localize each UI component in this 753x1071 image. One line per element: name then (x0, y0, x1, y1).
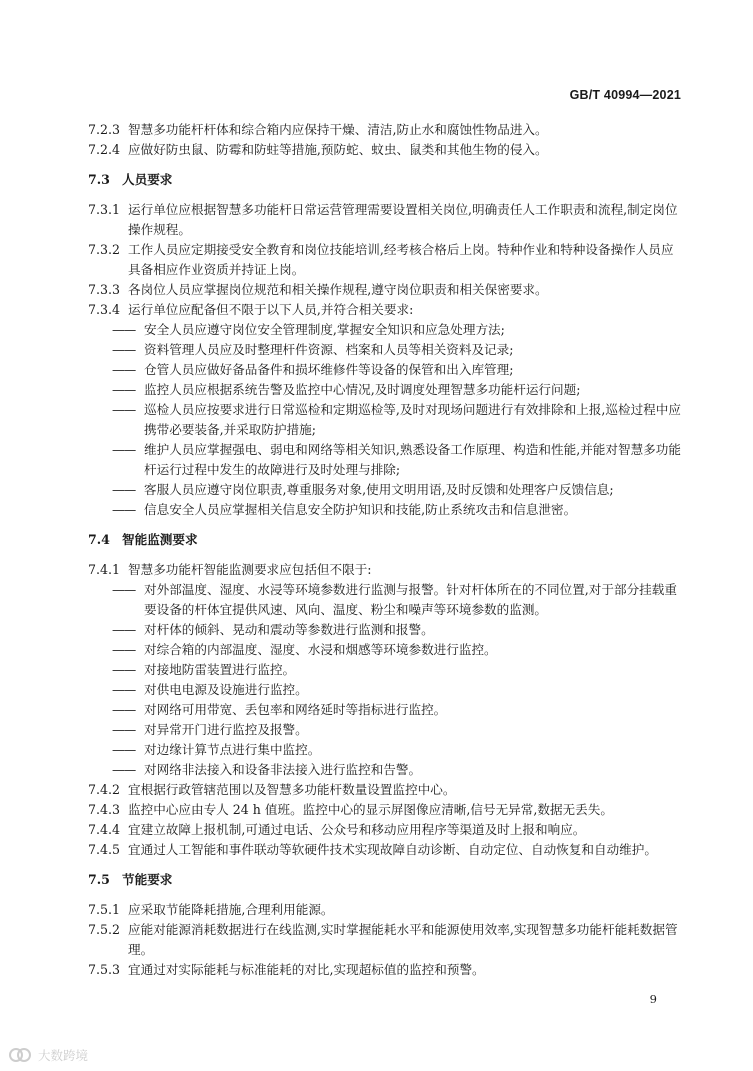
clause-paragraph (88, 200, 681, 240)
clause-number: 7.2.4 (88, 142, 121, 157)
list-dash: —— (112, 402, 136, 417)
paragraph-text: 运行单位应配备但不限于以下人员,并符合相关要求: (128, 302, 414, 317)
list-dash: —— (112, 322, 136, 337)
paragraph-text: 宜通过对实际能耗与标准能耗的对比,实现超标值的监控和预警。 (128, 962, 485, 977)
paragraph-text: 工作人员应定期接受安全教育和岗位技能培训,经考核合格后上岗。特种作业和特种设备操作人员应具备相应作业资质并持证上岗。 (128, 242, 674, 277)
clause-paragraph (88, 120, 681, 140)
list-item (88, 380, 681, 400)
clause-number: 7.5.2 (88, 922, 121, 937)
paragraph-text: 资料管理人员应及时整理杆件资源、档案和人员等相关资料及记录; (144, 342, 514, 357)
clause-number: 7.4.2 (88, 782, 121, 797)
paragraph-text: 对接地防雷装置进行监控。 (144, 662, 296, 677)
clause-number: 7.3.3 (88, 282, 121, 297)
clause-paragraph (88, 240, 681, 280)
clause-paragraph (88, 900, 681, 920)
paragraph-text: 智慧多功能杆智能监测要求应包括但不限于: (128, 562, 372, 577)
list-dash: —— (112, 442, 136, 457)
clause-number: 7.5.3 (88, 962, 121, 977)
list-dash: —— (112, 382, 136, 397)
paragraph-text: 应采取节能降耗措施,合理利用能源。 (128, 902, 334, 917)
clause-paragraph (88, 800, 681, 820)
paragraph-text: 仓管人员应做好备品备件和损坏维修件等设备的保管和出入库管理; (144, 362, 514, 377)
paragraph-text: 运行单位应根据智慧多功能杆日常运营管理需要设置相关岗位,明确责任人工作职责和流程,制定岗位操作规程。 (128, 202, 678, 237)
paragraph-text: 安全人员应遵守岗位安全管理制度,掌握安全知识和应急处理方法; (144, 322, 505, 337)
clause-number: 7.5.1 (88, 902, 121, 917)
paragraph-text: 对网络可用带宽、丢包率和网络延时等指标进行监控。 (144, 702, 447, 717)
document-body (88, 120, 681, 980)
page-number: 9 (649, 992, 657, 1006)
list-item (88, 680, 681, 700)
paragraph-text: 宜根据行政管辖范围以及智慧多功能杆数量设置监控中心。 (128, 782, 456, 797)
clause-number: 7.4.4 (88, 822, 121, 837)
list-item (88, 500, 681, 520)
paragraph-text: 对杆体的倾斜、晃动和震动等参数进行监测和报警。 (144, 622, 434, 637)
clause-paragraph (88, 920, 681, 960)
clause-paragraph (88, 300, 681, 320)
standard-code: GB/T 40994—2021 (569, 88, 681, 102)
paragraph-text: 对外部温度、湿度、水浸等环境参数进行监测与报警。针对杆体所在的不同位置,对于部分挂载重要设备的杆体宜提供风速、风向、温度、粉尘和噪声等环境参数的监测。 (144, 582, 677, 617)
clause-number: 7.5 (88, 872, 110, 887)
list-item (88, 360, 681, 380)
clause-paragraph (88, 140, 681, 160)
clause-number: 7.3 (88, 172, 110, 187)
list-dash: —— (112, 362, 136, 377)
list-item (88, 320, 681, 340)
clause-number: 7.2.3 (88, 122, 121, 137)
list-item (88, 740, 681, 760)
list-item (88, 640, 681, 660)
paragraph-text: 信息安全人员应掌握相关信息安全防护知识和技能,防止系统攻击和信息泄密。 (144, 502, 577, 517)
list-dash: —— (112, 662, 136, 677)
clause-paragraph (88, 780, 681, 800)
paragraph-text: 监控中心应由专人 24 h 值班。监控中心的显示屏图像应清晰,信号无异常,数据无丢失。 (128, 802, 613, 817)
list-item (88, 620, 681, 640)
list-item (88, 400, 681, 440)
clause-number: 7.4.5 (88, 842, 121, 857)
list-dash: —— (112, 622, 136, 637)
paragraph-text: 智慧多功能杆杆体和综合箱内应保持干燥、清洁,防止水和腐蚀性物品进入。 (128, 122, 548, 137)
paragraph-text: 监控人员应根据系统告警及监控中心情况,及时调度处理智慧多功能杆运行问题; (144, 382, 581, 397)
paragraph-text: 对网络非法接入和设备非法接入进行监控和告警。 (144, 762, 422, 777)
list-dash: —— (112, 742, 136, 757)
clause-paragraph (88, 960, 681, 980)
list-item (88, 720, 681, 740)
clause-paragraph (88, 560, 681, 580)
clause-number: 7.3.4 (88, 302, 121, 317)
paragraph-text: 宜通过人工智能和事件联动等软硬件技术实现故障自动诊断、自动定位、自动恢复和自动维护。 (128, 842, 657, 857)
list-item (88, 700, 681, 720)
watermark (8, 1046, 88, 1064)
paragraph-text: 宜建立故障上报机制,可通过电话、公众号和移动应用程序等渠道及时上报和响应。 (128, 822, 586, 837)
list-dash: —— (112, 682, 136, 697)
paragraph-text: 应做好防虫鼠、防霉和防蛀等措施,预防蛇、蚊虫、鼠类和其他生物的侵入。 (128, 142, 548, 157)
list-item (88, 440, 681, 480)
list-item (88, 340, 681, 360)
paragraph-text: 对供电电源及设施进行监控。 (144, 682, 308, 697)
clause-paragraph (88, 840, 681, 860)
section-title: 节能要求 (122, 872, 173, 887)
list-dash: —— (112, 342, 136, 357)
section-heading (88, 170, 681, 190)
paragraph-text: 巡检人员应按要求进行日常巡检和定期巡检等,及时对现场问题进行有效排除和上报,巡检过程中应携带必要装备,并采取防护措施; (144, 402, 681, 437)
clause-number: 7.4.3 (88, 802, 121, 817)
section-title: 智能监测要求 (122, 532, 198, 547)
paragraph-text: 对边缘计算节点进行集中监控。 (144, 742, 321, 757)
clause-number: 7.4.1 (88, 562, 121, 577)
list-item (88, 760, 681, 780)
list-dash: —— (112, 702, 136, 717)
clause-number: 7.3.1 (88, 202, 121, 217)
clause-paragraph (88, 280, 681, 300)
list-item (88, 660, 681, 680)
logo-icon (8, 1047, 34, 1063)
list-dash: —— (112, 582, 136, 597)
paragraph-text: 维护人员应掌握强电、弱电和网络等相关知识,熟悉设备工作原理、构造和性能,并能对智慧多功能杆运行过程中发生的故障进行及时处理与排除; (144, 442, 681, 477)
list-dash: —— (112, 482, 136, 497)
section-heading (88, 870, 681, 890)
list-item (88, 480, 681, 500)
list-dash: —— (112, 762, 136, 777)
paragraph-text: 对综合箱的内部温度、湿度、水浸和烟感等环境参数进行监控。 (144, 642, 497, 657)
paragraph-text: 客服人员应遵守岗位职责,尊重服务对象,使用文明用语,及时反馈和处理客户反馈信息; (144, 482, 614, 497)
section-title: 人员要求 (122, 172, 173, 187)
watermark-text: 大数跨境 (38, 1048, 89, 1063)
list-dash: —— (112, 642, 136, 657)
clause-paragraph (88, 820, 681, 840)
section-heading (88, 530, 681, 550)
paragraph-text: 应能对能源消耗数据进行在线监测,实时掌握能耗水平和能源使用效率,实现智慧多功能杆能耗数据管理。 (128, 922, 678, 957)
list-dash: —— (112, 722, 136, 737)
paragraph-text: 各岗位人员应掌握岗位规范和相关操作规程,遵守岗位职责和相关保密要求。 (128, 282, 548, 297)
clause-number: 7.3.2 (88, 242, 121, 257)
list-item (88, 580, 681, 620)
list-dash: —— (112, 502, 136, 517)
clause-number: 7.4 (88, 532, 110, 547)
paragraph-text: 对异常开门进行监控及报警。 (144, 722, 308, 737)
